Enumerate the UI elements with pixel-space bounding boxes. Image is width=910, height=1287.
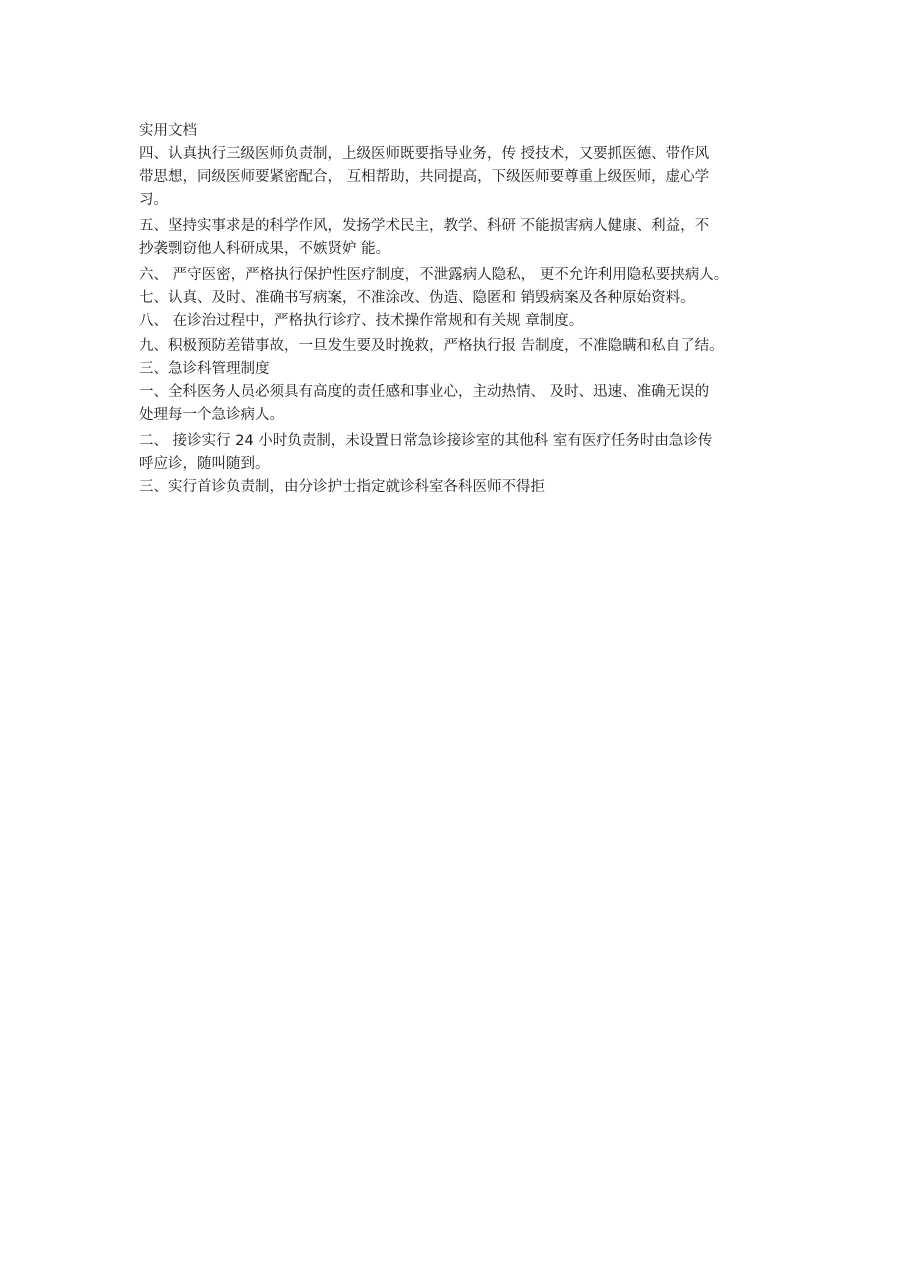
document-body xyxy=(139,120,789,499)
text-line: 一、全科医务人员必须具有高度的责任感和事业心，主动热情、 及时、迅速、准确无误的 xyxy=(139,384,710,400)
text-line: 二、 接诊实行 24 小时负责制，未设置日常急诊接诊室的其他科 室有医疗任务时由急诊传 xyxy=(139,433,713,449)
text-line: 抄袭剽窃他人科研成果，不嫉贤妒 能。 xyxy=(139,241,391,257)
text-line: 处理每一个急诊病人。 xyxy=(139,407,284,423)
text-line: 六、 严守医密，严格执行保护性医疗制度，不泄露病人隐私， 更不允许利用隐私要挟病人。 xyxy=(139,267,729,283)
text-line: 八、 在诊治过程中，严格执行诊疗、技术操作常规和有关规 章制度。 xyxy=(139,313,584,329)
text-line: 习。 xyxy=(139,192,168,208)
text-line: 五、坚持实事求是的科学作风，发扬学术民主，教学、科研 不能损害病人健康、利益，不 xyxy=(139,218,710,234)
text-line: 四、认真执行三级医师负责制，上级医师既要指导业务，传 授技术，又要抓医德、带作风 xyxy=(139,146,710,162)
document-header: 实用文档 xyxy=(139,123,197,139)
text-line: 三、实行首诊负责制，由分诊护士指定就诊科室各科医师不得拒 xyxy=(139,479,545,495)
text-line: 带思想，同级医师要紧密配合， 互相帮助，共同提高，下级医师要尊重上级医师，虚心学 xyxy=(139,169,710,185)
text-line: 九、积极预防差错事故，一旦发生要及时挽救，严格执行报 告制度，不准隐瞒和私自了结。 xyxy=(139,338,724,354)
section-title: 三、急诊科管理制度 xyxy=(139,361,270,377)
text-line: 七、认真、及时、准确书写病案，不准涂改、伪造、隐匿和 销毁病案及各种原始资料。 xyxy=(139,290,695,306)
text-line: 呼应诊，随叫随到。 xyxy=(139,456,270,472)
